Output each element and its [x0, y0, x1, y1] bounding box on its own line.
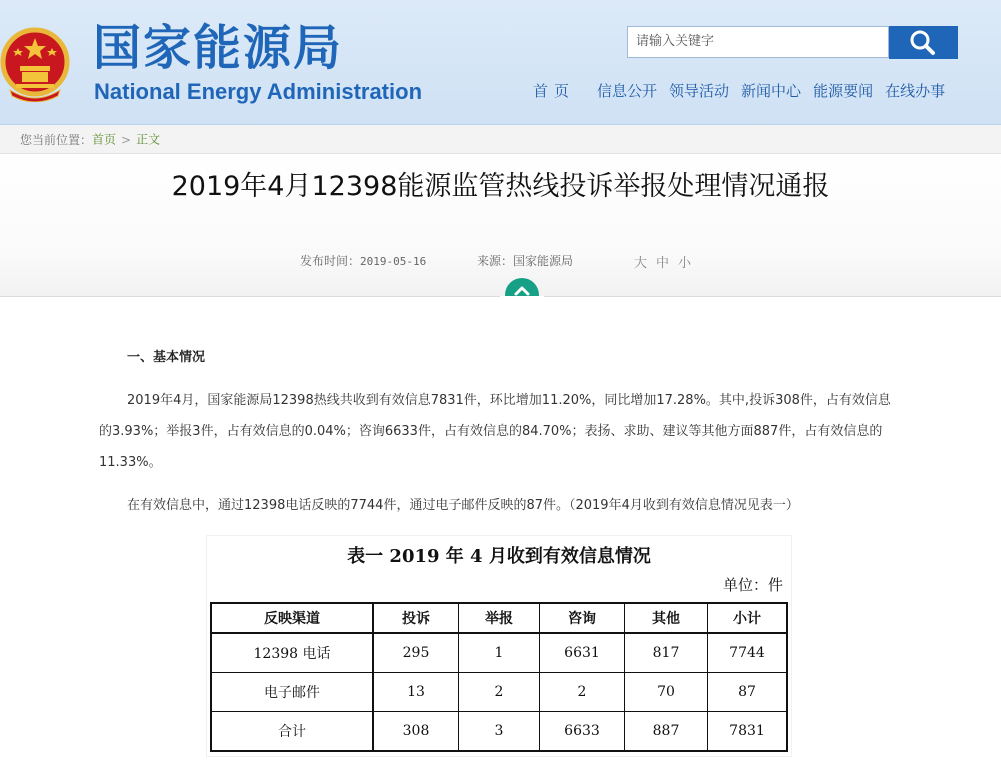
table-cell: 70	[625, 673, 708, 712]
search-icon	[889, 26, 958, 59]
source-label: 来源：	[477, 254, 514, 268]
main-nav	[527, 80, 957, 102]
table-cell: 3	[459, 712, 540, 752]
article-source	[477, 252, 573, 270]
site-logo-cn[interactable]: 国家能源局	[93, 20, 344, 76]
table-cell: 7831	[708, 712, 788, 752]
table-row	[211, 712, 787, 752]
col-header: 其他	[625, 603, 708, 633]
table-cell: 817	[625, 633, 708, 673]
publish-label: 发布时间：	[300, 254, 361, 268]
paragraph-2: 在有效信息中，通过12398电话反映的7744件，通过电子邮件反映的87件。（2019年4月收到有效信息情况见表一）	[127, 498, 799, 513]
table-cell: 电子邮件	[211, 673, 373, 712]
table-row	[211, 673, 787, 712]
paragraph-1-line: 11.33%。	[99, 455, 162, 470]
chevron-right-icon: >	[121, 132, 132, 147]
search-input[interactable]: 请输入关键字	[627, 26, 889, 58]
data-table	[210, 602, 788, 752]
table-1	[207, 536, 791, 756]
national-emblem-icon	[0, 26, 70, 102]
breadcrumb-current[interactable]: 正文	[136, 132, 161, 147]
nav-news-center[interactable]: 新闻中心	[741, 82, 802, 100]
page-title: 2019年4月12398能源监管热线投诉举报处理情况通报	[171, 171, 830, 202]
toggle-mask	[500, 296, 544, 316]
nav-home[interactable]: 首页	[533, 82, 576, 100]
table-cell: 6633	[540, 712, 625, 752]
nav-info-disclosure[interactable]: 信息公开	[597, 82, 658, 100]
source-value: 国家能源局	[513, 254, 574, 268]
site-header	[0, 0, 1001, 125]
font-size-medium[interactable]: 中	[656, 256, 670, 271]
table-unit: 单位：件	[722, 576, 783, 594]
publish-date: 2019-05-16	[360, 255, 427, 268]
col-header: 小计	[708, 603, 788, 633]
font-size-small[interactable]: 小	[678, 256, 692, 271]
breadcrumb-prefix: 您当前位置：	[20, 132, 93, 147]
table-row	[211, 633, 787, 673]
table-cell: 1	[459, 633, 540, 673]
col-header: 投诉	[373, 603, 459, 633]
table-header-row	[211, 603, 787, 633]
nav-leadership[interactable]: 领导活动	[669, 82, 730, 100]
search-button[interactable]	[889, 26, 958, 59]
site-logo-en[interactable]: National Energy Administration	[94, 79, 423, 104]
table-cell: 308	[373, 712, 459, 752]
table-cell: 87	[708, 673, 788, 712]
table-cell: 13	[373, 673, 459, 712]
table-cell: 2	[540, 673, 625, 712]
paragraph-1-line: 2019年4月，国家能源局12398热线共收到有效信息7831件，环比增加11.20%，同比增加17.28%。其中,投诉308件，占有效信息	[127, 393, 891, 408]
nav-online-services[interactable]: 在线办事	[885, 82, 946, 100]
table-cell: 2	[459, 673, 540, 712]
col-header: 举报	[459, 603, 540, 633]
table-cell: 12398 电话	[211, 633, 373, 673]
breadcrumb	[0, 125, 1001, 154]
paragraph-1-line: 的3.93%；举报3件，占有效信息的0.04%；咨询6633件，占有效信息的84.70%；表扬、求助、建议等其他方面887件，占有效信息的	[99, 424, 883, 439]
table-cell: 7744	[708, 633, 788, 673]
section-heading: 一、基本情况	[127, 350, 206, 365]
table-cell: 295	[373, 633, 459, 673]
font-size-large[interactable]: 大	[634, 256, 648, 271]
publish-time	[300, 252, 426, 271]
table-cell: 887	[625, 712, 708, 752]
paragraph-1	[99, 385, 899, 478]
table-cell: 6631	[540, 633, 625, 673]
table-caption: 表一 2019 年 4 月收到有效信息情况	[347, 546, 651, 567]
nav-energy-news[interactable]: 能源要闻	[813, 82, 874, 100]
col-header: 反映渠道	[211, 603, 373, 633]
breadcrumb-home[interactable]: 首页	[92, 132, 117, 147]
table-cell: 合计	[211, 712, 373, 752]
col-header: 咨询	[540, 603, 625, 633]
